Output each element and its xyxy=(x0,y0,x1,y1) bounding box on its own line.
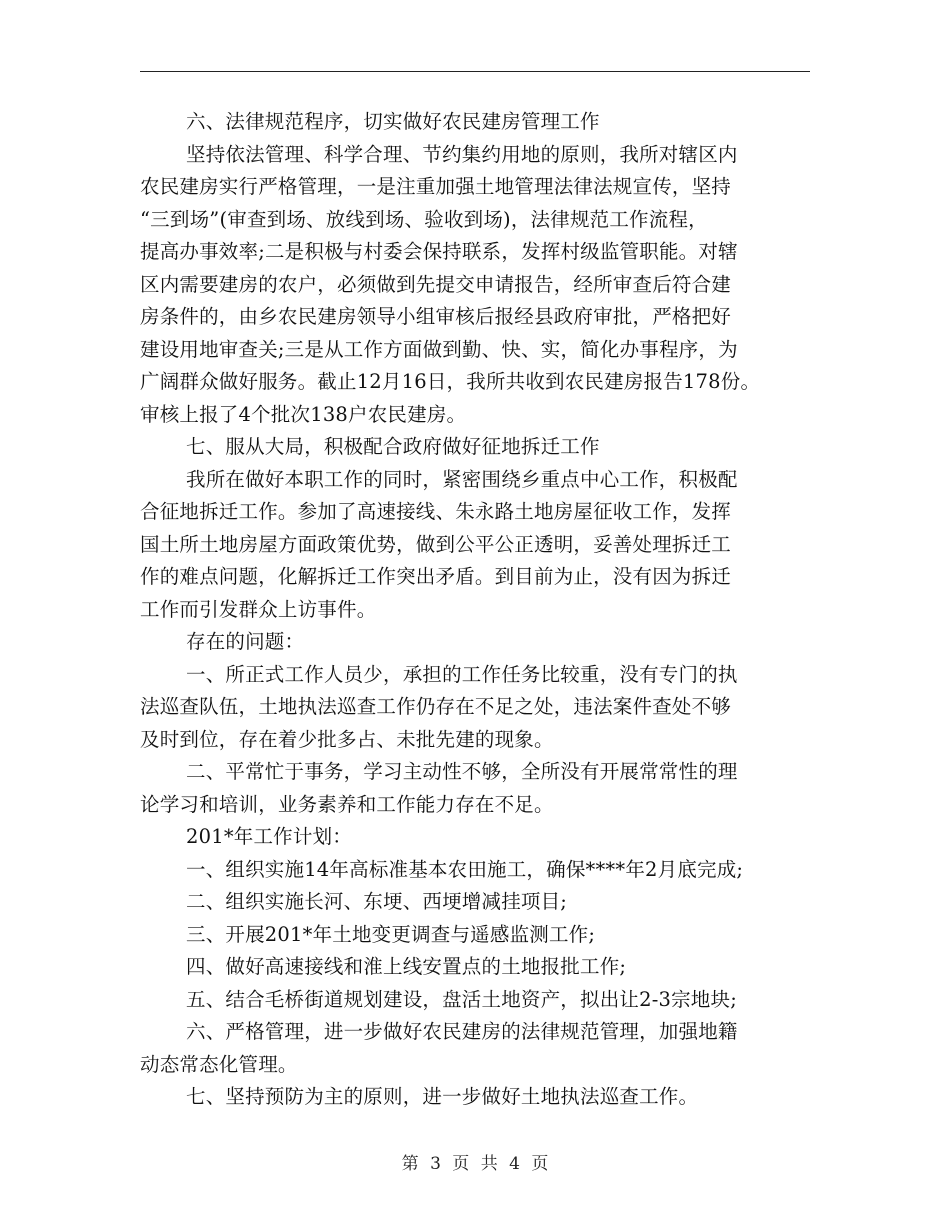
body-line: 我所在做好本职工作的同时，紧密围绕乡重点中心工作，积极配 xyxy=(186,467,738,491)
body-line: 区内需要建房的农户，必须做到先提交申请报告，经所审查后符合建 xyxy=(140,272,732,296)
body-line: 工作而引发群众上访事件。 xyxy=(140,597,377,621)
body-line: 六、严格管理，进一步做好农民建房的法律规范管理，加强地籍 xyxy=(186,1020,738,1043)
body-line: 一、所正式工作人员少，承担的工作任务比较重，没有专门的执 xyxy=(186,662,738,686)
body-line: 五、结合毛桥街道规划建设，盘活土地资产，拟出让2-3宗地块; xyxy=(186,987,737,1011)
body-line: “三到场”(审查到场、放线到场、验收到场)，法律规范工作流程， xyxy=(140,207,708,231)
header-rule xyxy=(140,71,810,72)
body-line: 动态常态化管理。 xyxy=(140,1052,298,1076)
body-line: 201*年工作计划： xyxy=(186,825,352,848)
document-body xyxy=(140,106,815,1114)
body-line: 论学习和培训，业务素养和工作能力存在不足。 xyxy=(140,792,554,816)
body-line: 一、组织实施14年高标准基本农田施工，确保****年2月底完成; xyxy=(186,857,744,881)
body-line: 作的难点问题，化解拆迁工作突出矛盾。到目前为止，没有因为拆迁 xyxy=(140,565,732,588)
body-line: 审核上报了4个批次138户农民建房。 xyxy=(140,402,467,426)
body-line: 坚持依法管理、科学合理、节约集约用地的原则，我所对辖区内 xyxy=(186,142,738,166)
body-line: 六、法律规范程序，切实做好农民建房管理工作 xyxy=(186,110,600,133)
body-line: 国土所土地房屋方面政策优势，做到公平公正透明，妥善处理拆迁工 xyxy=(140,532,732,556)
body-line: 建设用地审查关;三是从工作方面做到勤、快、实，简化办事程序，为 xyxy=(140,337,738,361)
body-line: 七、服从大局，积极配合政府做好征地拆迁工作 xyxy=(186,435,600,458)
body-line: 农民建房实行严格管理，一是注重加强土地管理法律法规宣传，坚持 xyxy=(140,175,732,198)
body-line: 房条件的，由乡农民建房领导小组审核后报经县政府审批，严格把好 xyxy=(140,305,732,328)
body-line: 七、坚持预防为主的原则，进一步做好土地执法巡查工作。 xyxy=(186,1085,699,1108)
body-line: 三、开展201*年土地变更调查与遥感监测工作; xyxy=(186,922,596,946)
body-line: 二、组织实施长河、东埂、西埂增减挂项目; xyxy=(186,890,568,913)
body-line: 四、做好高速接线和淮上线安置点的土地报批工作; xyxy=(186,955,627,978)
body-line: 提高办事效率;二是积极与村委会保持联系，发挥村级监管职能。对辖 xyxy=(140,240,738,263)
body-line: 合征地拆迁工作。参加了高速接线、朱永路土地房屋征收工作，发挥 xyxy=(140,500,732,523)
body-line: 二、平常忙于事务，学习主动性不够，全所没有开展常常性的理 xyxy=(186,760,738,783)
body-line: 广阔群众做好服务。截止12月16日，我所共收到农民建房报告178份。 xyxy=(140,370,761,393)
body-line: 法巡查队伍，土地执法巡查工作仍存在不足之处，违法案件查处不够 xyxy=(140,695,732,718)
page-number-footer: 第 3 页 共 4 页 xyxy=(401,1154,549,1174)
body-line: 及时到位，存在着少批多占、未批先建的现象。 xyxy=(140,727,554,751)
body-line: 存在的问题： xyxy=(186,630,305,653)
